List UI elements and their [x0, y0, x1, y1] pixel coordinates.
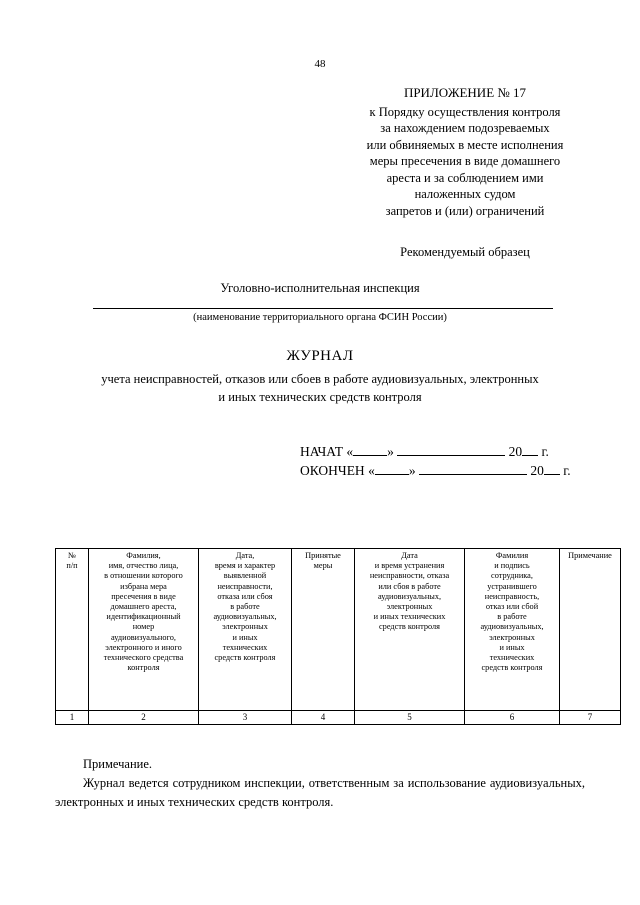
appendix-title: ПРИЛОЖЕНИЕ № 17 — [403, 85, 527, 100]
column-header-measures: Принятые меры — [292, 549, 355, 711]
end-year-suffix: г. — [563, 463, 571, 478]
end-quote-open: « — [368, 463, 375, 478]
appendix-line-3: или обвиняемых в месте исполнения — [366, 137, 564, 152]
start-year-prefix: 20 — [508, 444, 523, 459]
appendix-line-4: меры пресечения в виде домашнего — [369, 154, 561, 168]
start-month-blank[interactable] — [397, 443, 505, 456]
journal-title: ЖУРНАЛ — [286, 348, 354, 364]
start-day-blank[interactable] — [353, 443, 387, 456]
start-date-row — [300, 442, 600, 461]
start-year-suffix: г. — [541, 444, 549, 459]
start-quote-open: « — [346, 444, 354, 459]
appendix-line-6: наложенных судом — [414, 187, 516, 201]
end-day-blank[interactable] — [375, 462, 409, 475]
journal-subtitle — [40, 370, 600, 406]
number-cell-2: 2 — [89, 711, 199, 725]
appendix-line-5: ареста и за соблюдением ими — [386, 170, 544, 185]
page-number: 48 — [314, 58, 326, 70]
column-header-fault-datetime: Дата, время и характер выявленной неисправности, отказа или сбоя в работе аудиовизуальных, электронных и иных технических средств контроля — [199, 549, 292, 711]
start-quote-close: » — [387, 444, 394, 459]
recommended-sample-label: Рекомендуемый образец — [400, 245, 530, 259]
end-date-row — [300, 461, 600, 480]
column-header-notes: Примечание — [560, 549, 621, 711]
number-cell-7: 7 — [560, 711, 621, 725]
appendix-line-7: запретов и (или) ограничений — [385, 203, 545, 218]
number-cell-6: 6 — [465, 711, 560, 725]
inspection-label: Уголовно-исполнительная инспекция — [220, 281, 420, 295]
column-header-number: № п/п — [56, 549, 89, 711]
end-month-blank[interactable] — [419, 462, 527, 475]
note-heading: Примечание. — [83, 757, 153, 771]
table-number-row — [56, 711, 621, 725]
signature-rule — [93, 308, 553, 309]
organ-caption: (наименование территориального органа ФСИН России) — [193, 312, 447, 323]
column-header-fix-datetime: Дата и время устранения неисправности, отказа или сбоя в работе аудиовизуальных, электронных и иных технических средств контроля — [355, 549, 465, 711]
end-quote-close: » — [408, 463, 416, 478]
dates-block — [300, 442, 600, 480]
appendix-line-1: к Порядку осуществления контроля — [369, 104, 561, 119]
appendix-header — [330, 85, 600, 219]
column-header-officer-signature: Фамилия и подпись сотрудника, устранившего неисправность, отказ или сбой в работе аудиовизуальных, электронных и иных технических средств контроля — [465, 549, 560, 711]
journal-table — [55, 548, 621, 725]
number-cell-3: 3 — [199, 711, 292, 725]
table-header-row — [56, 549, 621, 711]
end-year-prefix: 20 — [530, 463, 544, 478]
end-year-blank[interactable] — [544, 462, 560, 475]
number-cell-4: 4 — [292, 711, 355, 725]
journal-subtitle-line-1: учета неисправностей, отказов или сбоев в работе аудиовизуальных, электронных — [101, 372, 539, 386]
start-label: НАЧАТ — [300, 444, 344, 459]
end-label: ОКОНЧЕН — [300, 463, 365, 478]
number-cell-5: 5 — [355, 711, 465, 725]
note-block — [55, 755, 585, 812]
appendix-line-2: за нахождением подозреваемых — [380, 121, 550, 135]
journal-subtitle-line-2: и иных технических средств контроля — [218, 390, 422, 404]
number-cell-1: 1 — [56, 711, 89, 725]
start-year-blank[interactable] — [522, 443, 538, 456]
column-header-person-and-device: Фамилия, имя, отчество лица, в отношении которого избрана мера пресечения в виде домашнего ареста, идентификационный номер аудиовизуального, электронного и иного технического средства контроля — [89, 549, 199, 711]
note-body: Журнал ведется сотрудником инспекции, ответственным за использование аудиовизуальных, электронных и иных технических средств контроля. — [55, 776, 585, 809]
